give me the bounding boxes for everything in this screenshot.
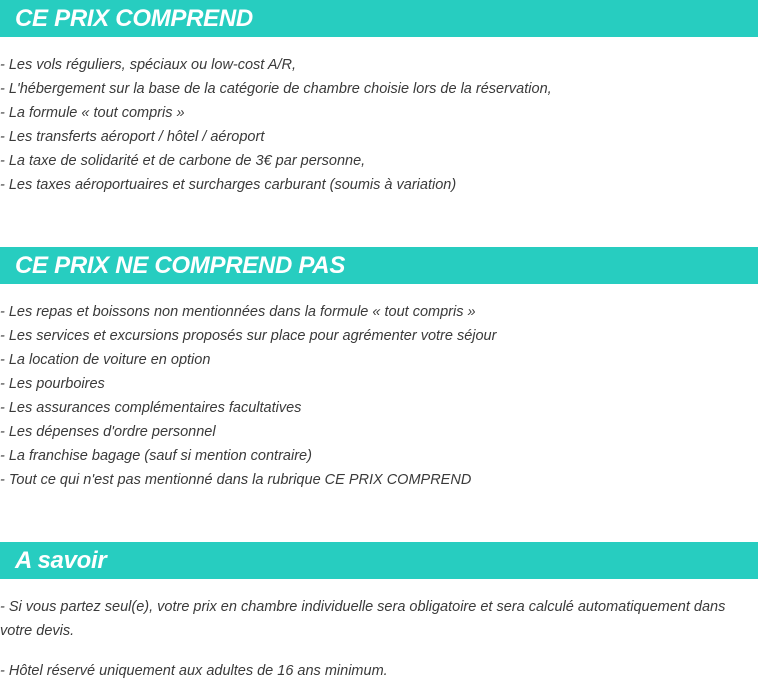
list-item: - L'hébergement sur la base de la catégorie de chambre choisie lors de la réservation, xyxy=(0,81,552,97)
list-item: - Les vols réguliers, spéciaux ou low-cost A/R, xyxy=(0,57,297,73)
not-included-list xyxy=(0,300,758,492)
list-item: - Les taxes aéroportuaires et surcharges carburant (soumis à variation) xyxy=(0,177,457,193)
list-item: - La formule « tout compris » xyxy=(0,105,185,121)
list-item: - Les transferts aéroport / hôtel / aéroport xyxy=(0,129,265,145)
list-item: - Les repas et boissons non mentionnées dans la formule « tout compris » xyxy=(0,304,476,320)
info-paragraph: - Si vous partez seul(e), votre prix en chambre individuelle sera obligatoire et sera calculé automatiquement dans votre devis. xyxy=(0,599,726,639)
list-item: - Tout ce qui n'est pas mentionné dans la rubrique CE PRIX COMPREND xyxy=(0,472,472,488)
section-title-good-to-know: A savoir xyxy=(0,542,758,579)
list-item: - Les pourboires xyxy=(0,376,105,392)
info-paragraph: - Hôtel réservé uniquement aux adultes de 16 ans minimum. xyxy=(0,663,388,679)
list-item: - Les assurances complémentaires facultatives xyxy=(0,400,302,416)
list-item: - La location de voiture en option xyxy=(0,352,211,368)
list-item: - Les dépenses d'ordre personnel xyxy=(0,424,216,440)
list-item: - La franchise bagage (sauf si mention contraire) xyxy=(0,448,312,464)
list-item: - Les services et excursions proposés sur place pour agrémenter votre séjour xyxy=(0,328,497,344)
section-title-included: CE PRIX COMPREND xyxy=(0,0,758,37)
included-list xyxy=(0,53,758,197)
list-item: - La taxe de solidarité et de carbone de 3€ par personne, xyxy=(0,153,366,169)
section-title-not-included: CE PRIX NE COMPREND PAS xyxy=(0,247,758,284)
